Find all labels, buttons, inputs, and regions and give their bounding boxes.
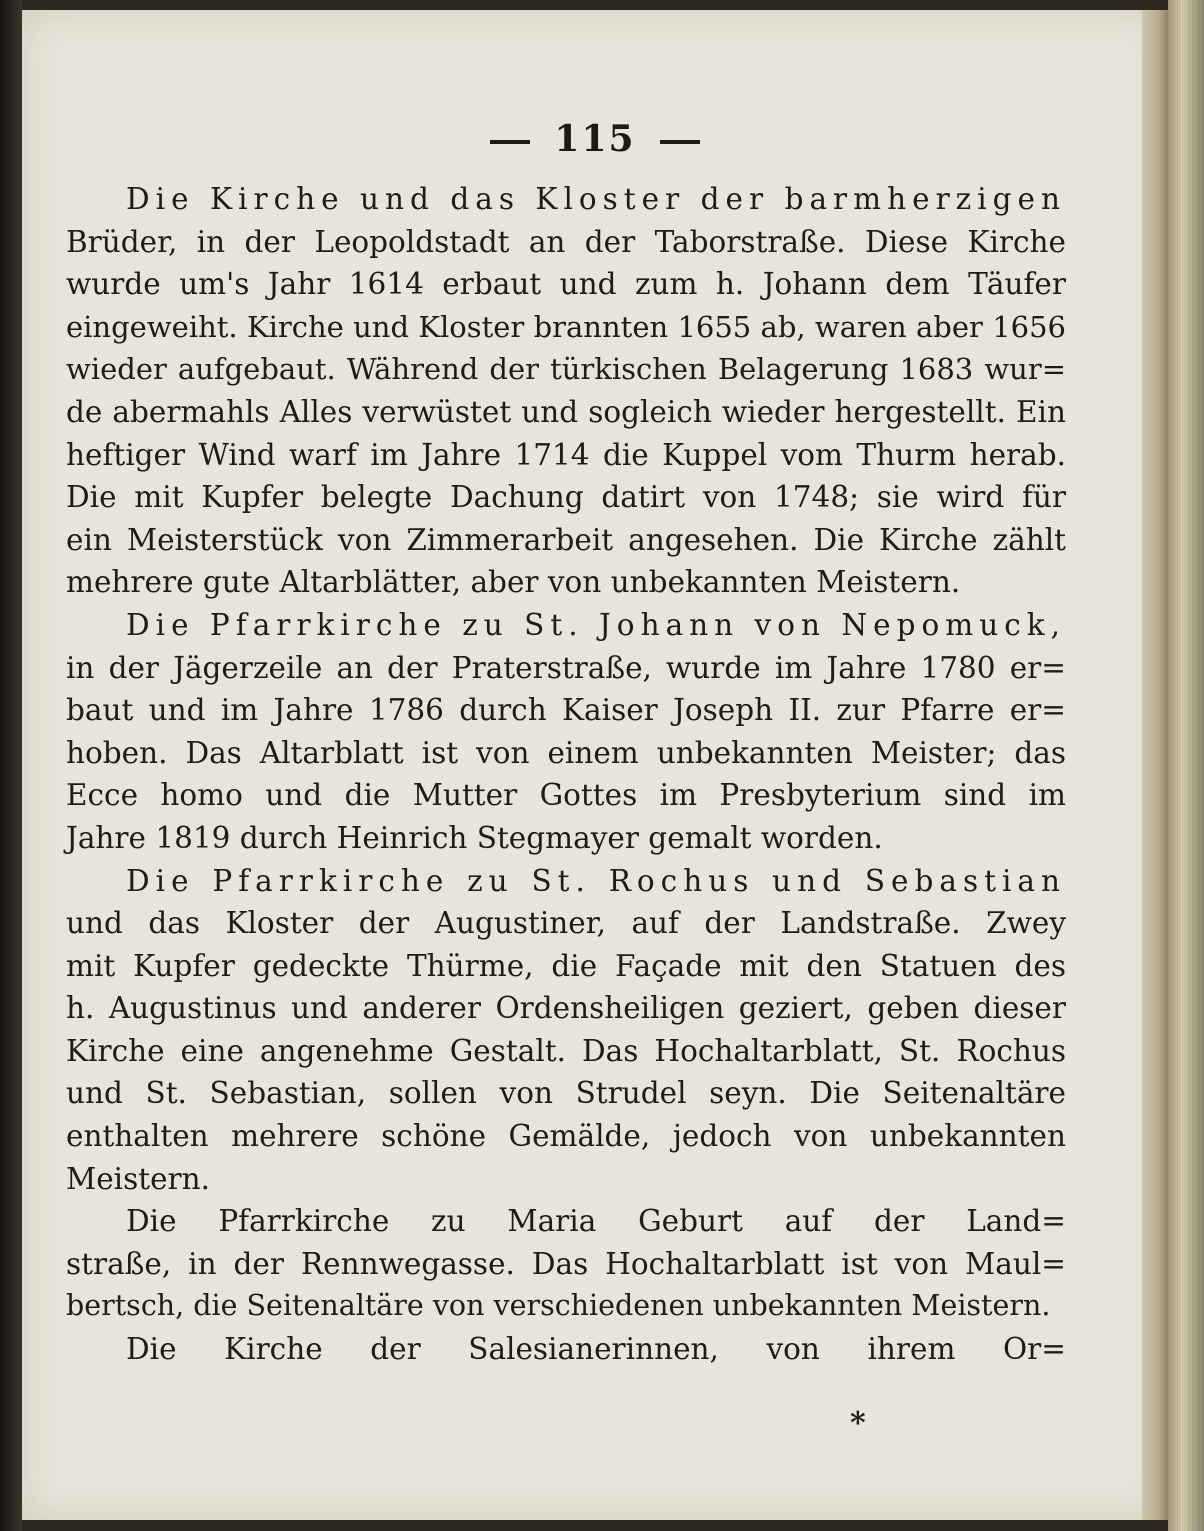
- fore-edge: [1168, 0, 1204, 1531]
- paragraph-2: [66, 604, 1066, 860]
- text-line: wieder aufgebaut. Während der türkischen Belagerung 1683 wur=: [66, 352, 1066, 387]
- text-line: bertsch, die Seitenaltäre von verschiedenen unbekannten Meistern.: [66, 1289, 1051, 1323]
- signature-mark: *: [850, 1406, 866, 1441]
- binding-shadow: [0, 0, 22, 1531]
- text-line: de abermahls Alles verwüstet und sogleich wieder hergestellt. Ein: [66, 394, 1066, 429]
- text-line: eingeweiht. Kirche und Kloster brannten 1655 ab, waren aber 1656: [66, 309, 1066, 344]
- text-line: Die mit Kupfer belegte Dachung datirt von 1748; sie wird für: [66, 480, 1066, 515]
- text-line: Kirche eine angenehme Gestalt. Das Hochaltarblatt, St. Rochus: [66, 1033, 1066, 1068]
- text-line: Die Kirche und das Kloster der barmherzigen: [126, 182, 1066, 216]
- paragraph-4: [66, 1200, 1066, 1328]
- text-line: straße, in der Rennwegasse. Das Hochaltarblatt ist von Maul=: [66, 1246, 1066, 1281]
- paragraph-5: [66, 1328, 1066, 1371]
- text-line: Die Pfarrkirche zu St. Rochus und Sebastian: [126, 863, 1066, 898]
- text-line: mit Kupfer gedeckte Thürme, die Façade mit den Statuen des: [66, 948, 1066, 983]
- text-line: und das Kloster der Augustiner, auf der Landstraße. Zwey: [66, 906, 1066, 941]
- text-line: enthalten mehrere schöne Gemälde, jedoch von unbekannten: [66, 1119, 1066, 1154]
- text-line: Ecce homo und die Mutter Gottes im Presbyterium sind im: [66, 778, 1066, 813]
- paragraph-3: [66, 860, 1066, 1201]
- text-line: Die Kirche der Salesianerinnen, von ihrem Or=: [126, 1332, 1066, 1367]
- text-line: hoben. Das Altarblatt ist von einem unbekannten Meister; das: [66, 735, 1066, 770]
- text-line: h. Augustinus und anderer Ordensheiligen geziert, geben dieser: [66, 991, 1066, 1026]
- text-line: Meistern.: [66, 1161, 211, 1196]
- text-line: mehrere gute Altarblätter, aber von unbekannten Meistern.: [66, 565, 961, 600]
- text-line: in der Jägerzeile an der Praterstraße, wurde im Jahre 1780 er=: [66, 650, 1066, 685]
- text-line: baut und im Jahre 1786 durch Kaiser Joseph II. zur Pfarre er=: [66, 693, 1066, 728]
- page-number-header: [22, 118, 1168, 160]
- body-text: [66, 178, 1066, 1371]
- dash-left: [490, 140, 530, 144]
- book-page: [22, 10, 1168, 1520]
- text-line: Die Pfarrkirche zu Maria Geburt auf der Land=: [126, 1204, 1066, 1239]
- paragraph-1: [66, 178, 1066, 604]
- page-number: 115: [554, 118, 636, 160]
- text-line: Die Pfarrkirche zu St. Johann von Nepomuck,: [126, 607, 1067, 642]
- text-line: heftiger Wind warf im Jahre 1714 die Kuppel vom Thurm herab.: [66, 437, 1066, 472]
- text-line: Brüder, in der Leopoldstadt an der Taborstraße. Diese Kirche: [66, 224, 1066, 259]
- text-line: Jahre 1819 durch Heinrich Stegmayer gemalt worden.: [66, 820, 883, 855]
- text-line: ein Meisterstück von Zimmerarbeit angesehen. Die Kirche zählt: [66, 522, 1066, 557]
- dash-right: [660, 140, 700, 144]
- text-line: und St. Sebastian, sollen von Strudel seyn. Die Seitenaltäre: [66, 1076, 1066, 1111]
- page-edge-shading: [1142, 10, 1168, 1520]
- text-line: wurde um's Jahr 1614 erbaut und zum h. Johann dem Täufer: [66, 267, 1066, 302]
